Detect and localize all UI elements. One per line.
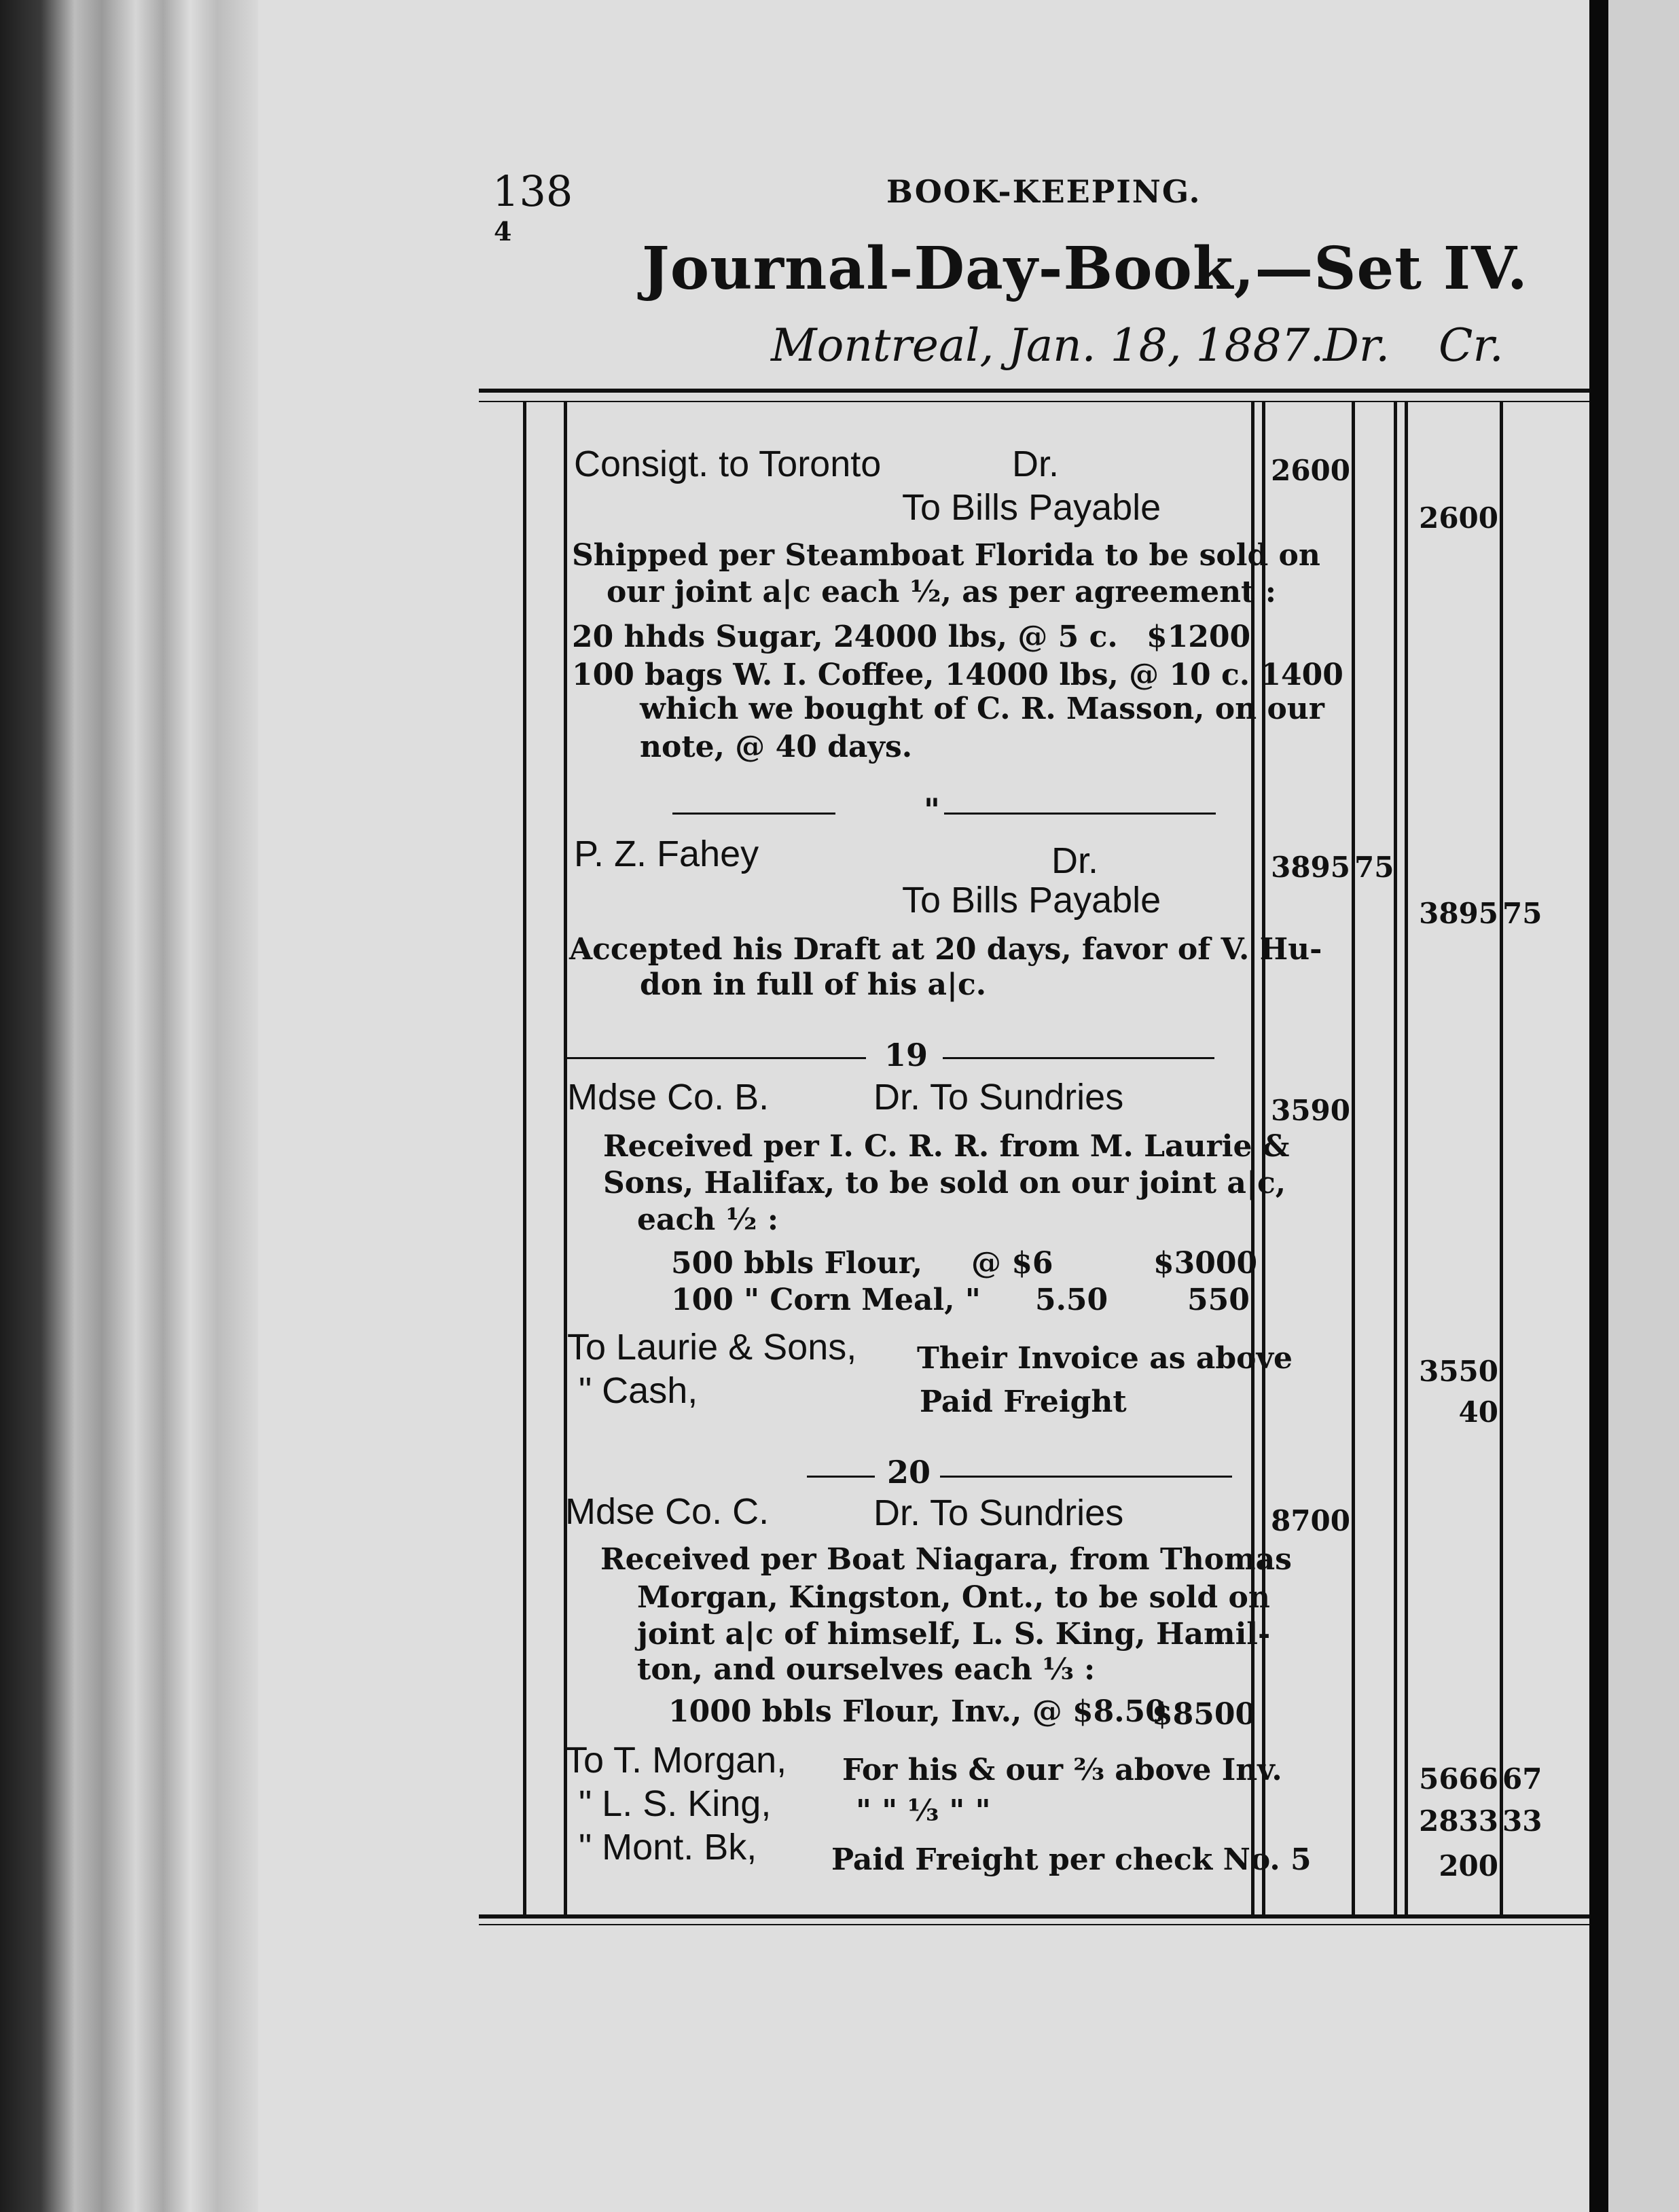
debit-account: Mdse Co. C. [565, 1491, 770, 1532]
debit-amount: 8700 [1271, 1504, 1350, 1537]
credit-amount: 5666 [1419, 1762, 1498, 1796]
entry-separator [943, 1057, 1214, 1059]
date-separator: 19 [884, 1037, 928, 1073]
entry-separator [567, 1057, 866, 1059]
entry-separator [940, 1476, 1232, 1478]
credit-amount: 2833 [1419, 1804, 1498, 1838]
item-line: 500 bbls Flour, [671, 1246, 923, 1281]
top-rule-thin [479, 401, 1589, 402]
margin-line-2 [564, 402, 567, 1914]
running-head: BOOK-KEEPING. [886, 173, 1202, 210]
item-rate: @ $6 [971, 1246, 1053, 1281]
description-line: Morgan, Kingston, Ont., to be sold on [637, 1580, 1270, 1615]
bottom-rule [479, 1914, 1589, 1919]
page-gutter [1589, 0, 1608, 2212]
top-rule [479, 389, 1589, 393]
description-line: note, @ 40 days. [640, 730, 913, 764]
debit-cents: 75 [1354, 851, 1394, 884]
credit-account: To Bills Payable [902, 880, 1161, 921]
credit-description: Their Invoice as above [917, 1341, 1293, 1376]
bottom-rule-thin [479, 1924, 1589, 1925]
item-amount: 550 [1187, 1283, 1250, 1317]
date-separator: 20 [887, 1454, 931, 1491]
description-line: Received per I. C. R. R. from M. Laurie & [603, 1129, 1290, 1164]
credit-amount: 3895 [1419, 897, 1498, 930]
credit-description: " " ⅓ " " [856, 1794, 991, 1828]
description-line: ton, and ourselves each ⅓ : [637, 1652, 1096, 1687]
credit-description: Paid Freight [920, 1385, 1127, 1419]
debit-account: Mdse Co. B. [567, 1077, 770, 1118]
description-line: Received per Boat Niagara, from Thomas [600, 1542, 1292, 1577]
debit-amount: 2600 [1271, 454, 1350, 487]
credit-amount: 2600 [1419, 501, 1498, 535]
debit-label: Dr. To Sundries [873, 1493, 1124, 1533]
page-sub-number: 4 [494, 216, 512, 247]
facing-page-edge [1608, 0, 1679, 2212]
description-line: each ½ : [637, 1202, 779, 1237]
debit-label: Dr. [1051, 840, 1099, 881]
description-line: don in full of his a|c. [640, 967, 987, 1002]
item-line: 100 " Corn Meal, " [671, 1283, 981, 1317]
description-line: which we bought of C. R. Masson, on our [640, 692, 1324, 726]
debit-amount: 3895 [1271, 851, 1350, 884]
separator-mark: " [924, 791, 940, 828]
credit-account: " Cash, [579, 1370, 698, 1411]
debit-label: Dr. [1012, 444, 1060, 484]
credit-account: " L. S. King, [579, 1783, 772, 1824]
column-header-dr: Dr. [1323, 319, 1390, 372]
entry-separator [672, 813, 835, 815]
debit-account: P. Z. Fahey [574, 834, 759, 874]
credit-account: To T. Morgan, [565, 1740, 787, 1781]
book-spine [0, 0, 258, 2212]
description-line: 100 bags W. I. Coffee, 14000 lbs, @ 10 c. 1400 [572, 658, 1343, 692]
credit-amount: 200 [1439, 1849, 1498, 1883]
margin-line-1 [523, 402, 526, 1914]
entry-separator [807, 1476, 875, 1478]
credit-description: For his & our ⅔ above Inv. [842, 1753, 1282, 1787]
dateline: Montreal, Jan. 18, 1887. [771, 319, 1324, 372]
item-amount: $8500 [1152, 1697, 1257, 1732]
page-number: 138 [492, 166, 573, 216]
description-line: our joint a|c each ½, as per agreement : [607, 575, 1276, 609]
credit-account: To Bills Payable [902, 487, 1161, 528]
item-line: 1000 bbls Flour, Inv., @ $8.50 [668, 1694, 1166, 1729]
debit-label: Dr. To Sundries [873, 1077, 1124, 1118]
description-line: Sons, Halifax, to be sold on our joint a|c, [603, 1166, 1286, 1200]
credit-description: Paid Freight per check No. 5 [831, 1842, 1312, 1877]
credit-cents: 75 [1502, 897, 1542, 930]
credit-amount: 40 [1458, 1395, 1498, 1429]
credit-cents: 33 [1502, 1804, 1542, 1838]
dr-cents-line [1352, 402, 1355, 1914]
credit-account: " Mont. Bk, [579, 1827, 757, 1868]
cr-column-line [1394, 402, 1397, 1914]
item-amount: $3000 [1153, 1246, 1258, 1281]
description-line: 20 hhds Sugar, 24000 lbs, @ 5 c. [572, 620, 1118, 654]
column-header-cr: Cr. [1439, 319, 1504, 372]
item-rate: 5.50 [1035, 1283, 1108, 1317]
cr-cents-line [1500, 402, 1503, 1914]
description-line: Accepted his Draft at 20 days, favor of V. Hu- [569, 932, 1322, 967]
cr-column-line-2 [1405, 402, 1408, 1914]
line-amount: $1200 [1147, 620, 1251, 654]
entry-separator [944, 813, 1216, 815]
credit-cents: 67 [1502, 1762, 1542, 1796]
debit-amount: 3590 [1271, 1094, 1350, 1127]
description-line: joint a|c of himself, L. S. King, Hamil- [637, 1617, 1271, 1652]
description-line: Shipped per Steamboat Florida to be sold on [572, 538, 1320, 573]
credit-amount: 3550 [1419, 1355, 1498, 1388]
debit-account: Consigt. to Toronto [574, 444, 882, 484]
credit-account: To Laurie & Sons, [567, 1327, 857, 1368]
page-title: Journal-Day-Book,—Set IV. [642, 234, 1528, 303]
